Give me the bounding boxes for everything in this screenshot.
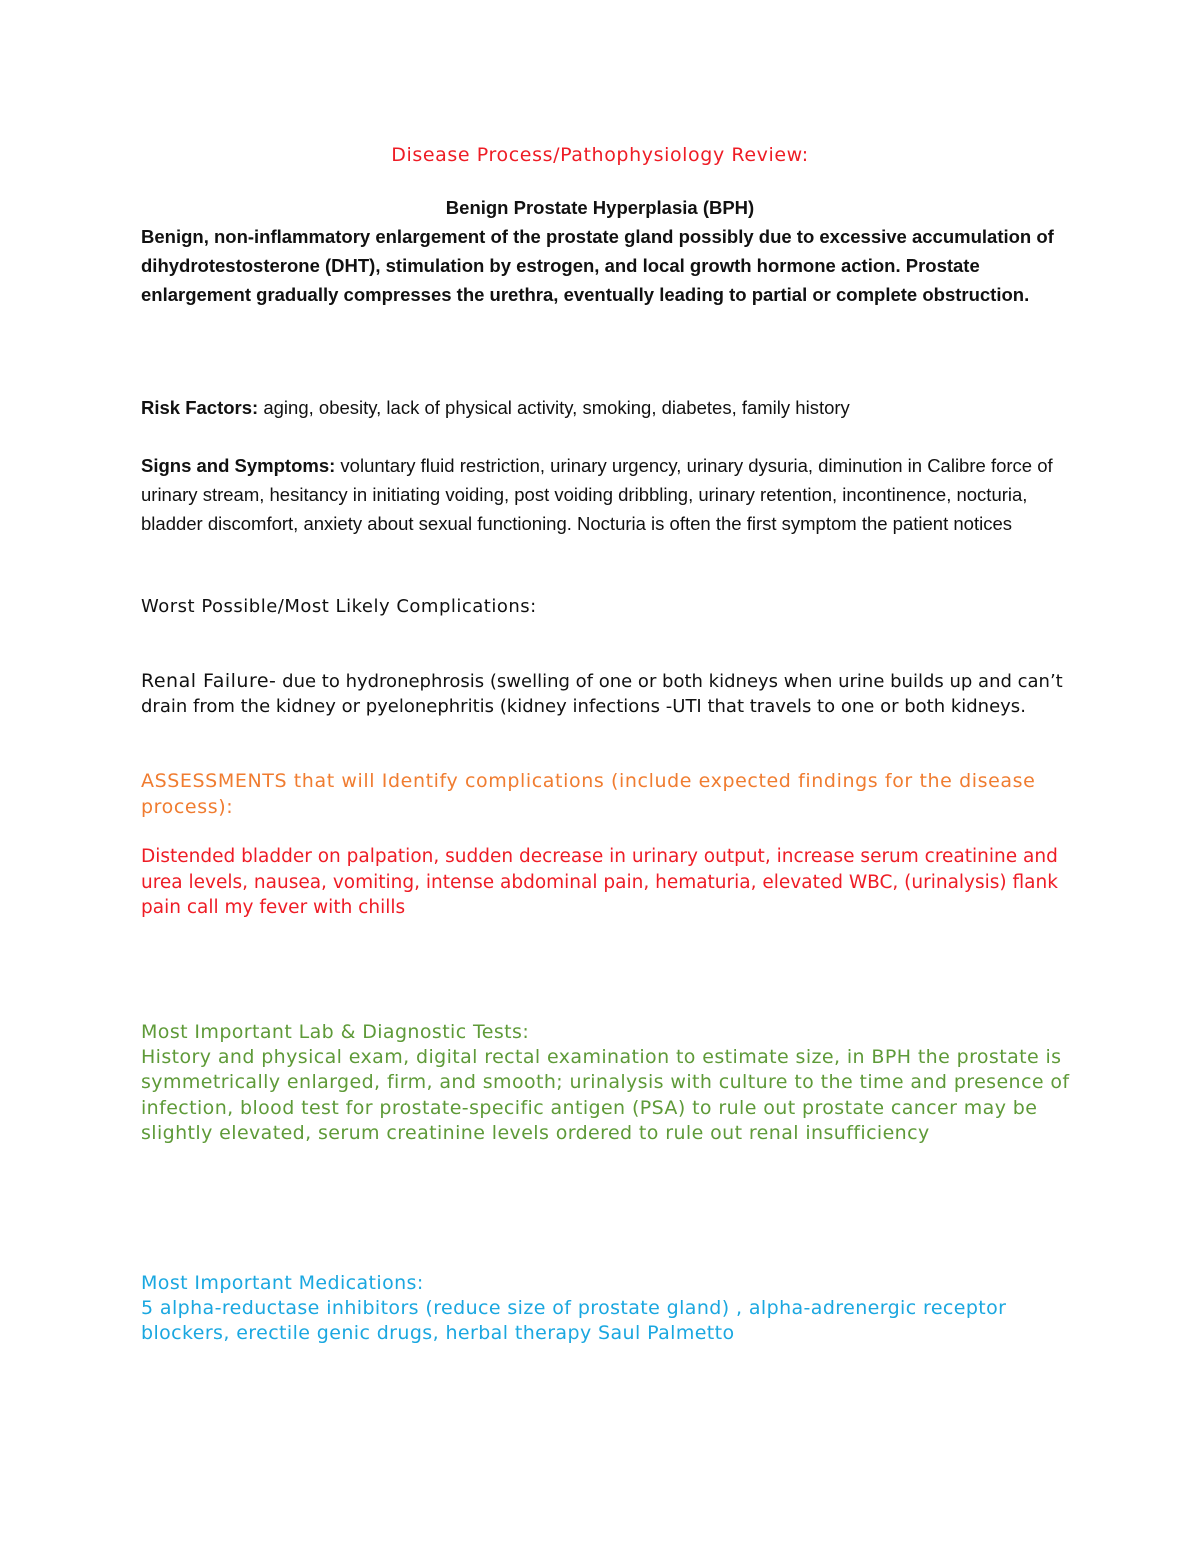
risk-factors-label: Risk Factors:	[141, 397, 259, 418]
assessments-text: Distended bladder on palpation, sudden decrease in urinary output, increase serum creatinine and urea levels, nausea, vomiting, intense abdominal pain, hematuria, elevated WBC, (urinalysis) flank pain call my fever with chills	[141, 846, 1058, 918]
bph-heading: Benign Prostate Hyperplasia (BPH)	[445, 197, 755, 218]
signs-symptoms-label: Signs and Symptoms:	[141, 455, 336, 476]
bph-definition: Benign, non-inflammatory enlargement of the prostate gland possibly due to excessive accumulation of dihydrotestosterone (DHT), stimulation by estrogen, and local growth hormone action. Prostate enlargement gradually compresses the urethra, eventually leading to partial or complete obstruction.	[141, 226, 1054, 305]
renal-failure-text: due to hydronephrosis (swelling of one or both kidneys when urine builds up and can’t drain from the kidney or pyelonephritis (kidney infections -UTI that travels to one or both kidneys.	[141, 671, 1063, 717]
signs-symptoms-text: voluntary fluid restriction, urinary urgency, urinary dysuria, diminution in Calibre force of urinary stream, hesitancy in initiating voiding, post voiding dribbling, urinary retention, incontinence, nocturia, bladder discomfort, anxiety about sexual functioning. Nocturia is often the first symptom the patient notices	[141, 455, 1053, 534]
assessments-heading: ASSESSMENTS that will Identify complications (include expected findings for the disease process):	[141, 770, 1036, 818]
document-title: Disease Process/Pathophysiology Review:	[391, 144, 809, 166]
labs-heading: Most Important Lab & Diagnostic Tests:	[141, 1021, 530, 1043]
labs-text: History and physical exam, digital rectal examination to estimate size, in BPH the prostate is symmetrically enlarged, firm, and smooth; urinalysis with culture to the time and presence of infection, blood test for prostate-specific antigen (PSA) to rule out prostate cancer may be slightly elevated, serum creatinine levels ordered to rule out renal insufficiency	[141, 1046, 1070, 1144]
risk-factors-paragraph	[141, 393, 1071, 422]
medications-text: 5 alpha-reductase inhibitors (reduce size of prostate gland) , alpha-adrenergic receptor blockers, erectile genic drugs, herbal therapy Saul Palmetto	[141, 1297, 1007, 1345]
medications-heading: Most Important Medications:	[141, 1272, 424, 1294]
renal-failure-paragraph	[141, 669, 1071, 719]
complications-heading: Worst Possible/Most Likely Complications:	[141, 596, 537, 617]
signs-symptoms-paragraph	[141, 451, 1066, 538]
risk-factors-text: aging, obesity, lack of physical activity, smoking, diabetes, family history	[258, 397, 850, 418]
renal-failure-label: Renal Failure-	[141, 670, 277, 692]
medications-section	[141, 1271, 1021, 1347]
labs-section	[141, 1020, 1076, 1146]
